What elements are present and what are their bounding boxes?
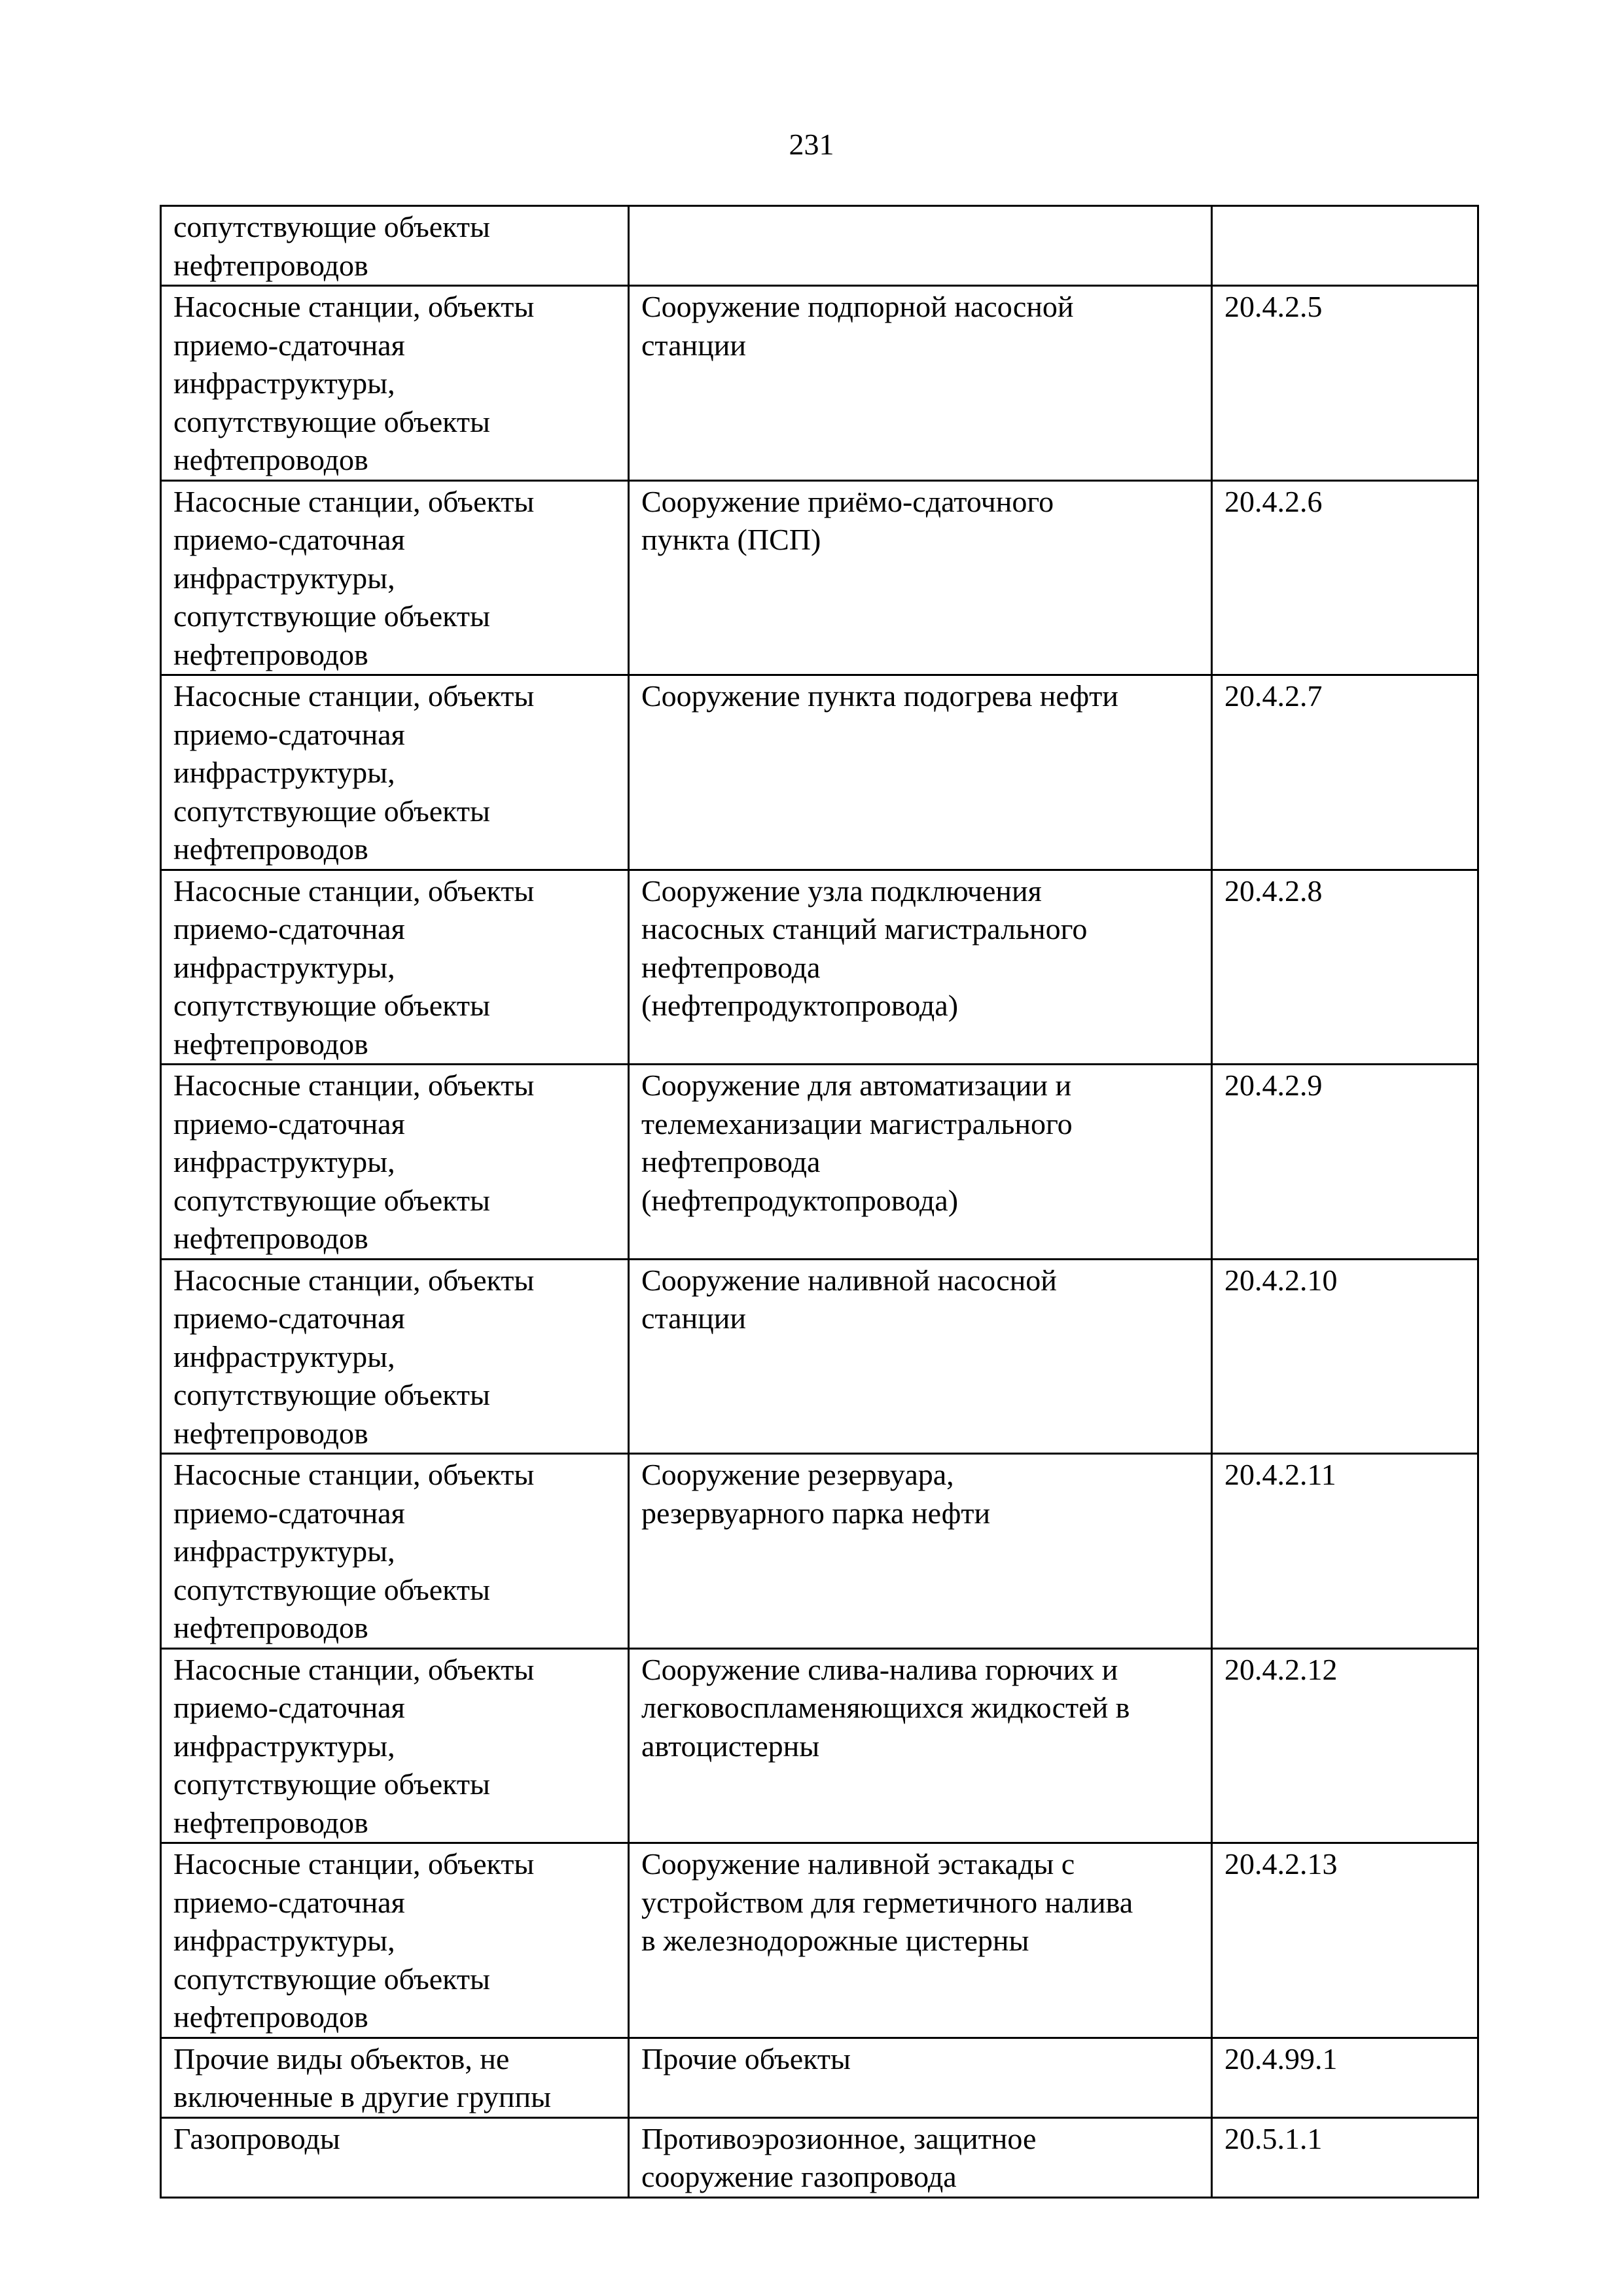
table-row [161, 870, 1478, 1065]
category-cell: Насосные станции, объекты приемо-сдаточная инфраструктуры, сопутствующие объекты нефтепроводов [161, 480, 629, 675]
code-cell: 20.4.2.10 [1212, 1259, 1478, 1454]
category-cell: Насосные станции, объекты приемо-сдаточная инфраструктуры, сопутствующие объекты нефтепроводов [161, 870, 629, 1065]
description-cell: Сооружение для автоматизации и телемеханизации магистрального нефтепровода (нефтепродуктопровода) [629, 1065, 1212, 1260]
description-cell: Сооружение пункта подогрева нефти [629, 675, 1212, 870]
description-cell: Сооружение приёмо-сдаточного пункта (ПСП) [629, 480, 1212, 675]
code-cell: 20.4.2.9 [1212, 1065, 1478, 1260]
table-row [161, 1843, 1478, 2038]
table-row [161, 206, 1478, 286]
code-cell [1212, 206, 1478, 286]
category-cell: Насосные станции, объекты приемо-сдаточная инфраструктуры, сопутствующие объекты нефтепроводов [161, 1065, 629, 1260]
code-cell: 20.4.2.12 [1212, 1648, 1478, 1843]
category-cell: Прочие виды объектов, не включенные в другие группы [161, 2038, 629, 2117]
code-cell: 20.4.2.6 [1212, 480, 1478, 675]
description-cell: Сооружение подпорной насосной станции [629, 286, 1212, 481]
category-cell: Насосные станции, объекты приемо-сдаточная инфраструктуры, сопутствующие объекты нефтепроводов [161, 1259, 629, 1454]
code-cell: 20.4.2.8 [1212, 870, 1478, 1065]
description-cell: Сооружение наливной эстакады с устройством для герметичного налива в железнодорожные цистерны [629, 1843, 1212, 2038]
category-cell: Насосные станции, объекты приемо-сдаточная инфраструктуры, сопутствующие объекты нефтепроводов [161, 286, 629, 481]
code-cell: 20.4.2.5 [1212, 286, 1478, 481]
description-cell [629, 206, 1212, 286]
category-cell: Насосные станции, объекты приемо-сдаточная инфраструктуры, сопутствующие объекты нефтепроводов [161, 1454, 629, 1649]
description-cell: Противоэрозионное, защитное сооружение газопровода [629, 2117, 1212, 2197]
description-cell: Сооружение слива-налива горючих и легковоспламеняющихся жидкостей в автоцистерны [629, 1648, 1212, 1843]
category-cell: Насосные станции, объекты приемо-сдаточная инфраструктуры, сопутствующие объекты нефтепроводов [161, 1843, 629, 2038]
code-cell: 20.4.2.13 [1212, 1843, 1478, 2038]
description-cell: Сооружение наливной насосной станции [629, 1259, 1212, 1454]
table-row [161, 1259, 1478, 1454]
code-cell: 20.4.2.11 [1212, 1454, 1478, 1649]
category-cell: Насосные станции, объекты приемо-сдаточная инфраструктуры, сопутствующие объекты нефтепроводов [161, 1648, 629, 1843]
table-row [161, 2038, 1478, 2117]
table-row [161, 675, 1478, 870]
category-cell: Насосные станции, объекты приемо-сдаточная инфраструктуры, сопутствующие объекты нефтепроводов [161, 675, 629, 870]
classification-table [160, 205, 1479, 2199]
category-cell: сопутствующие объекты нефтепроводов [161, 206, 629, 286]
category-cell: Газопроводы [161, 2117, 629, 2197]
table-row [161, 480, 1478, 675]
table-row [161, 2117, 1478, 2197]
description-cell: Прочие объекты [629, 2038, 1212, 2117]
table-row [161, 1454, 1478, 1649]
code-cell: 20.4.2.7 [1212, 675, 1478, 870]
code-cell: 20.4.99.1 [1212, 2038, 1478, 2117]
table-row [161, 286, 1478, 481]
description-cell: Сооружение резервуара, резервуарного парка нефти [629, 1454, 1212, 1649]
description-cell: Сооружение узла подключения насосных станций магистрального нефтепровода (нефтепродуктопровода) [629, 870, 1212, 1065]
table-row [161, 1065, 1478, 1260]
code-cell: 20.5.1.1 [1212, 2117, 1478, 2197]
page-number: 231 [789, 128, 834, 161]
table-row [161, 1648, 1478, 1843]
